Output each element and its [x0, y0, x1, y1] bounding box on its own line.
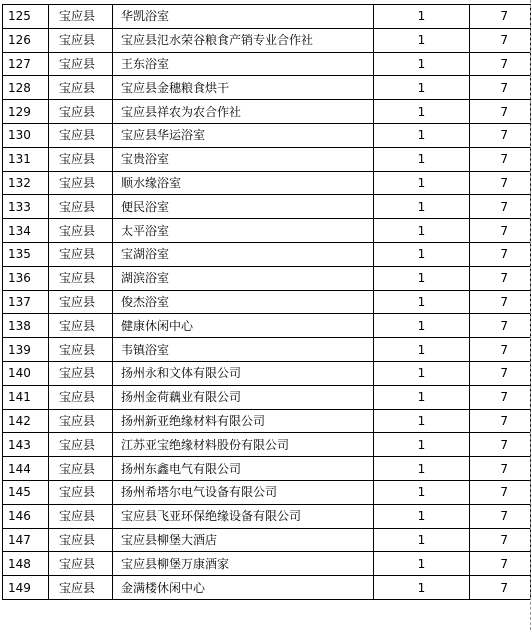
days-cell[interactable]: 7 — [470, 290, 531, 314]
row-number-cell[interactable]: 148 — [3, 552, 49, 576]
count-cell[interactable]: 1 — [374, 409, 470, 433]
row-number-cell[interactable]: 140 — [3, 361, 49, 385]
county-cell[interactable]: 宝应县 — [49, 290, 113, 314]
county-cell[interactable]: 宝应县 — [49, 576, 113, 600]
table-row — [3, 314, 531, 338]
county-cell[interactable]: 宝应县 — [49, 28, 113, 52]
row-number-cell[interactable]: 125 — [3, 5, 49, 29]
count-cell[interactable]: 1 — [374, 528, 470, 552]
table-row — [3, 338, 531, 362]
company-name-cell[interactable]: 江苏亚宝绝缘材料股份有限公司 — [113, 433, 374, 457]
company-name-cell[interactable]: 宝应县金穗粮食烘干 — [113, 76, 374, 100]
days-cell[interactable]: 7 — [470, 338, 531, 362]
county-cell[interactable]: 宝应县 — [49, 361, 113, 385]
days-cell[interactable]: 7 — [470, 361, 531, 385]
company-name-cell[interactable]: 王东浴室 — [113, 52, 374, 76]
table-row — [3, 480, 531, 504]
row-number-cell[interactable]: 133 — [3, 195, 49, 219]
county-cell[interactable]: 宝应县 — [49, 457, 113, 481]
county-cell[interactable]: 宝应县 — [49, 433, 113, 457]
row-number-cell[interactable]: 127 — [3, 52, 49, 76]
company-name-cell[interactable]: 扬州希塔尔电气设备有限公司 — [113, 480, 374, 504]
row-number-cell[interactable]: 138 — [3, 314, 49, 338]
county-cell[interactable]: 宝应县 — [49, 123, 113, 147]
count-cell[interactable]: 1 — [374, 76, 470, 100]
days-cell[interactable]: 7 — [470, 528, 531, 552]
count-cell[interactable]: 1 — [374, 504, 470, 528]
row-number-cell[interactable]: 135 — [3, 242, 49, 266]
table-row — [3, 433, 531, 457]
table-row — [3, 76, 531, 100]
count-cell[interactable]: 1 — [374, 457, 470, 481]
row-number-cell[interactable]: 147 — [3, 528, 49, 552]
table-row — [3, 5, 531, 29]
county-cell[interactable]: 宝应县 — [49, 480, 113, 504]
company-name-cell[interactable]: 宝应县华运浴室 — [113, 123, 374, 147]
row-number-cell[interactable]: 145 — [3, 480, 49, 504]
company-name-cell[interactable]: 宝应县祥农为农合作社 — [113, 100, 374, 124]
days-cell[interactable]: 7 — [470, 552, 531, 576]
data-table — [2, 4, 531, 600]
row-number-cell[interactable]: 137 — [3, 290, 49, 314]
county-cell[interactable]: 宝应县 — [49, 242, 113, 266]
company-name-cell[interactable]: 宝贵浴室 — [113, 147, 374, 171]
county-cell[interactable]: 宝应县 — [49, 266, 113, 290]
row-number-cell[interactable]: 136 — [3, 266, 49, 290]
table-body — [3, 5, 531, 600]
county-cell[interactable]: 宝应县 — [49, 5, 113, 29]
row-number-cell[interactable]: 132 — [3, 171, 49, 195]
row-number-cell[interactable]: 130 — [3, 123, 49, 147]
company-name-cell[interactable]: 宝湖浴室 — [113, 242, 374, 266]
company-name-cell[interactable]: 扬州东鑫电气有限公司 — [113, 457, 374, 481]
county-cell[interactable]: 宝应县 — [49, 385, 113, 409]
row-number-cell[interactable]: 131 — [3, 147, 49, 171]
count-cell[interactable]: 1 — [374, 480, 470, 504]
table-row — [3, 361, 531, 385]
days-cell[interactable]: 7 — [470, 457, 531, 481]
days-cell[interactable]: 7 — [470, 219, 531, 243]
county-cell[interactable]: 宝应县 — [49, 147, 113, 171]
count-cell[interactable]: 1 — [374, 171, 470, 195]
table-row — [3, 52, 531, 76]
county-cell[interactable]: 宝应县 — [49, 338, 113, 362]
company-name-cell[interactable]: 金满楼休闲中心 — [113, 576, 374, 600]
count-cell[interactable]: 1 — [374, 242, 470, 266]
county-cell[interactable]: 宝应县 — [49, 314, 113, 338]
table-row — [3, 290, 531, 314]
days-cell[interactable]: 7 — [470, 5, 531, 29]
company-name-cell[interactable]: 湖滨浴室 — [113, 266, 374, 290]
count-cell[interactable]: 1 — [374, 576, 470, 600]
days-cell[interactable]: 7 — [470, 433, 531, 457]
table-row — [3, 552, 531, 576]
row-number-cell[interactable]: 128 — [3, 76, 49, 100]
count-cell[interactable]: 1 — [374, 266, 470, 290]
days-cell[interactable]: 7 — [470, 76, 531, 100]
table-row — [3, 266, 531, 290]
table-row — [3, 195, 531, 219]
table-row — [3, 123, 531, 147]
company-name-cell[interactable]: 顺水缘浴室 — [113, 171, 374, 195]
days-cell[interactable]: 7 — [470, 385, 531, 409]
county-cell[interactable]: 宝应县 — [49, 219, 113, 243]
days-cell[interactable]: 7 — [470, 28, 531, 52]
days-cell[interactable]: 7 — [470, 52, 531, 76]
company-name-cell[interactable]: 扬州金荷藕业有限公司 — [113, 385, 374, 409]
count-cell[interactable]: 1 — [374, 314, 470, 338]
row-number-cell[interactable]: 143 — [3, 433, 49, 457]
days-cell[interactable]: 7 — [470, 123, 531, 147]
row-number-cell[interactable]: 146 — [3, 504, 49, 528]
row-number-cell[interactable]: 141 — [3, 385, 49, 409]
table-row — [3, 100, 531, 124]
table-row — [3, 147, 531, 171]
table-row — [3, 219, 531, 243]
county-cell[interactable]: 宝应县 — [49, 76, 113, 100]
row-number-cell[interactable]: 129 — [3, 100, 49, 124]
table-row — [3, 409, 531, 433]
row-number-cell[interactable]: 139 — [3, 338, 49, 362]
county-cell[interactable]: 宝应县 — [49, 528, 113, 552]
county-cell[interactable]: 宝应县 — [49, 171, 113, 195]
company-name-cell[interactable]: 宝应县氾水荣谷粮食产销专业合作社 — [113, 28, 374, 52]
days-cell[interactable]: 7 — [470, 480, 531, 504]
row-number-cell[interactable]: 126 — [3, 28, 49, 52]
county-cell[interactable]: 宝应县 — [49, 195, 113, 219]
table-row — [3, 242, 531, 266]
county-cell[interactable]: 宝应县 — [49, 409, 113, 433]
table-row — [3, 28, 531, 52]
days-cell[interactable]: 7 — [470, 242, 531, 266]
row-number-cell[interactable]: 142 — [3, 409, 49, 433]
table-row — [3, 385, 531, 409]
count-cell[interactable]: 1 — [374, 52, 470, 76]
count-cell[interactable]: 1 — [374, 219, 470, 243]
table-row — [3, 457, 531, 481]
days-cell[interactable]: 7 — [470, 576, 531, 600]
row-number-cell[interactable]: 144 — [3, 457, 49, 481]
table-row — [3, 504, 531, 528]
days-cell[interactable]: 7 — [470, 147, 531, 171]
company-name-cell[interactable]: 韦镇浴室 — [113, 338, 374, 362]
count-cell[interactable]: 1 — [374, 361, 470, 385]
count-cell[interactable]: 1 — [374, 290, 470, 314]
days-cell[interactable]: 7 — [470, 266, 531, 290]
company-name-cell[interactable]: 扬州永和文体有限公司 — [113, 361, 374, 385]
count-cell[interactable]: 1 — [374, 147, 470, 171]
company-name-cell[interactable]: 华凯浴室 — [113, 5, 374, 29]
count-cell[interactable]: 1 — [374, 385, 470, 409]
count-cell[interactable]: 1 — [374, 28, 470, 52]
company-name-cell[interactable]: 便民浴室 — [113, 195, 374, 219]
count-cell[interactable]: 1 — [374, 552, 470, 576]
count-cell[interactable]: 1 — [374, 195, 470, 219]
company-name-cell[interactable]: 宝应县柳堡大酒店 — [113, 528, 374, 552]
table-row — [3, 171, 531, 195]
company-name-cell[interactable]: 扬州新亚绝缘材料有限公司 — [113, 409, 374, 433]
county-cell[interactable]: 宝应县 — [49, 504, 113, 528]
company-name-cell[interactable]: 健康休闲中心 — [113, 314, 374, 338]
count-cell[interactable]: 1 — [374, 433, 470, 457]
county-cell[interactable]: 宝应县 — [49, 52, 113, 76]
table-row — [3, 576, 531, 600]
days-cell[interactable]: 7 — [470, 100, 531, 124]
days-cell[interactable]: 7 — [470, 314, 531, 338]
row-number-cell[interactable]: 134 — [3, 219, 49, 243]
days-cell[interactable]: 7 — [470, 409, 531, 433]
company-name-cell[interactable]: 太平浴室 — [113, 219, 374, 243]
count-cell[interactable]: 1 — [374, 5, 470, 29]
company-name-cell[interactable]: 俊杰浴室 — [113, 290, 374, 314]
count-cell[interactable]: 1 — [374, 338, 470, 362]
county-cell[interactable]: 宝应县 — [49, 100, 113, 124]
row-number-cell[interactable]: 149 — [3, 576, 49, 600]
county-cell[interactable]: 宝应县 — [49, 552, 113, 576]
days-cell[interactable]: 7 — [470, 504, 531, 528]
table-row — [3, 528, 531, 552]
count-cell[interactable]: 1 — [374, 123, 470, 147]
days-cell[interactable]: 7 — [470, 171, 531, 195]
company-name-cell[interactable]: 宝应县飞亚环保绝缘设备有限公司 — [113, 504, 374, 528]
count-cell[interactable]: 1 — [374, 100, 470, 124]
days-cell[interactable]: 7 — [470, 195, 531, 219]
company-name-cell[interactable]: 宝应县柳堡万康酒家 — [113, 552, 374, 576]
